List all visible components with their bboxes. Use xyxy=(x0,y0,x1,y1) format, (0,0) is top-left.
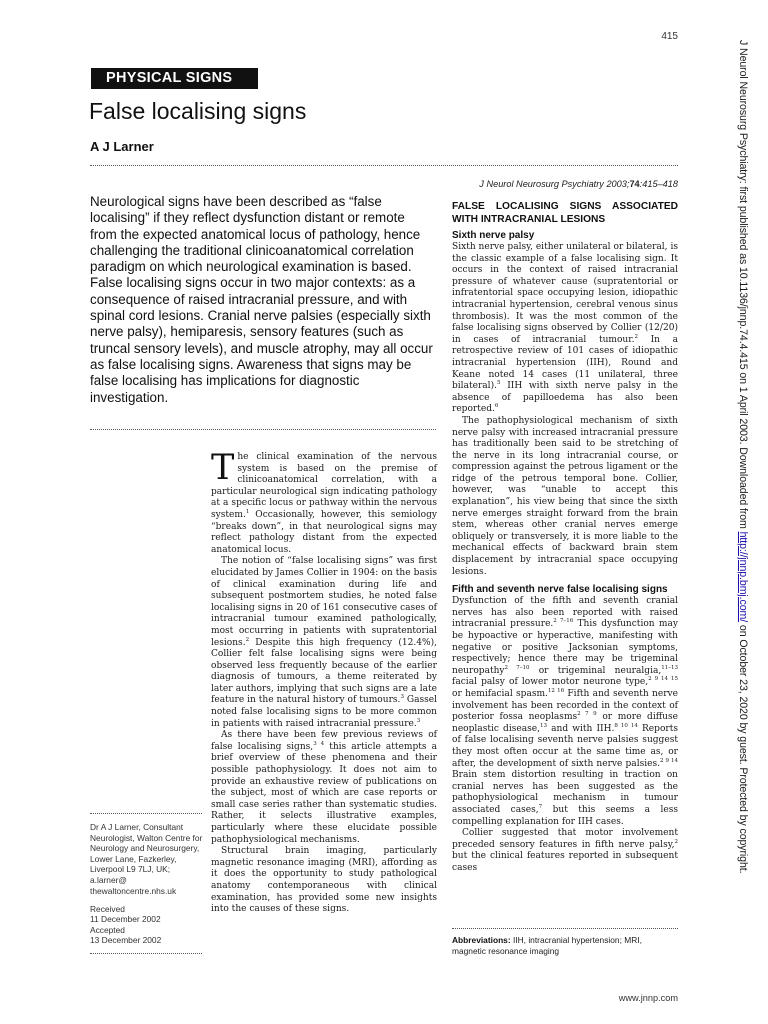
text-run: Occasionally, however, this semiology “breaks down”, in that neurological signs may reflect pathology distant from the expected anatomical locus. xyxy=(211,509,437,555)
reference: 8 10 14 xyxy=(614,722,638,729)
reference: 2 7 9 xyxy=(577,711,597,718)
reference: 2 xyxy=(245,636,250,643)
author-affiliation: Dr A J Larner, Consultant Neurologist, Walton Centre for Neurology and Neurosurgery, Lower Lane, Fazkerley, Liverpool L9 7LJ, UK; a.larner@ thewaltoncentre.nhs.uk xyxy=(90,822,203,896)
dropcap: T xyxy=(211,448,235,488)
side-banner-suffix: on October 23, 2020 by guest. Protected by copyright. xyxy=(737,622,749,874)
text-run: Despite this high frequency (12.4%), Collier felt false localising signs were being observed less frequently because of the earlier diagnosis of tumours, a theme reiterated by later authors, implying that such signs are a late feature in the natural history of tumours. xyxy=(211,637,437,706)
text-run: In a retrospective review of 101 cases of idiopathic intracranial hypertension (IIH), Round and Keane noted 14 cases (11 unilateral, three bilateral). xyxy=(452,334,678,392)
footer-url[interactable]: www.jnnp.com xyxy=(618,993,678,1003)
side-banner xyxy=(733,40,753,984)
affiliation-divider-top xyxy=(90,813,202,814)
header-divider xyxy=(90,165,678,166)
citation xyxy=(420,179,678,189)
text-run: The notion of “false localising signs” was first elucidated by James Collier in 1904: on the basis of clinical examination during life and subsequent postmortem studies, he noted false localising signs in 20 of 161 consecutive cases of intracranial tumour examined pathologically, most occurring in patients with supratentorial lesions. xyxy=(211,556,437,648)
page-number: 415 xyxy=(661,31,678,42)
citation-pages: :415–418 xyxy=(639,179,678,189)
text-run: or more diffuse neoplastic disease, xyxy=(452,712,678,734)
abstract-divider xyxy=(90,429,436,430)
reference: 2 xyxy=(634,333,638,340)
citation-volume: 74 xyxy=(629,179,640,189)
citation-journal: J Neurol Neurosurg Psychiatry xyxy=(479,179,604,189)
review-paragraph xyxy=(211,730,437,846)
text-run: but this seems a less compelling explanation for IIH cases. xyxy=(452,804,678,827)
abbreviations-label: Abbreviations: xyxy=(452,935,511,945)
accepted-label: Accepted xyxy=(90,924,125,935)
citation-year: 2003; xyxy=(603,179,630,189)
reference: 2 7–10 xyxy=(504,664,530,671)
abstract: Neurological signs have been described as “false localising” if they reflect dysfunction distant or remote from the expected anatomical locus of pathology, hence challenging the traditional clinicoanatomical correlation paradigm on which neurological examination is based. False localising signs occur in two major contexts: as a consequence of raised intracranial pressure, and with spinal cord lesions. Cranial nerve palsies (especially sixth nerve palsy), hemiparesis, sensory features (such as truncal sensory levels), and muscle atrophy, may all occur as false localising signs. Awareness that signs may be false localising has implications for diagnostic investigation. xyxy=(90,194,433,405)
text-run: Dysfunction of the fifth and seventh cranial nerves has also been reported with raised intracranial pressure. xyxy=(452,596,678,630)
text-run: facial palsy of lower motor neurone type, xyxy=(452,677,649,688)
reference: 13 xyxy=(540,722,548,729)
article-dates xyxy=(90,904,205,946)
reference: 2 9 14 15 xyxy=(648,676,679,683)
reference: 12 16 xyxy=(547,687,565,694)
text-run: but the clinical features reported in subsequent cases xyxy=(452,851,678,873)
side-banner-text xyxy=(733,40,753,984)
reference: 2 9 14 xyxy=(660,757,678,764)
text-run: he clinical examination of the nervous system is based on the premise of clinicoanatomical correlation, with a particular neurological sign indicating pathology at a specific locus or pathway within the nervous system. xyxy=(211,452,437,520)
reference: 7 xyxy=(538,803,543,810)
reference: 3 xyxy=(416,717,421,724)
jnnp-link[interactable]: http://jnnp.bmj.com/ xyxy=(737,531,749,623)
text-run: or hemifacial spasm. xyxy=(452,688,548,699)
text-run: Reports of false localising seventh nerve palsies suggest they most often occur at the same time as, or after, the development of sixth nerve palsies. xyxy=(452,723,678,769)
abbreviations-divider xyxy=(452,928,678,929)
sixth-nerve-paragraph-1 xyxy=(452,242,678,416)
reference: 2 7–16 xyxy=(553,618,574,625)
side-banner-prefix: J Neurol Neurosurg Psychiatry: first published as 10.1136/jnnp.74.4.415 on 1 April 2003. Downloaded from xyxy=(737,40,749,532)
abbreviations-text: IIH, intracranial hypertension; MRI, magnetic resonance imaging xyxy=(452,935,642,956)
text-run: Collier suggested that motor involvement preceded sensory features in fifth nerve palsy, xyxy=(452,828,678,850)
reference: 2 xyxy=(674,838,678,845)
fifth-seventh-paragraph-1 xyxy=(452,596,678,828)
dates-divider-bottom xyxy=(90,953,202,954)
text-run: or trigeminal neuralgia, xyxy=(529,665,662,676)
article-title: False localising signs xyxy=(89,98,307,124)
received-label: Received xyxy=(90,904,125,914)
reference: 1 xyxy=(245,508,250,515)
text-run: Sixth nerve palsy, either unilateral or bilateral, is the classic example of a false localising sign. It occurs in the context of raised intracranial pressure of whatever cause (supratentorial or infratentorial space occupying lesion, idiopathic intracranial hypertension, cerebral venous sinus thrombosis). It was the most common of the false localising signs observed by Collier (12/20) in cases of intracranial tumour. xyxy=(452,242,678,345)
reference: 3 4 xyxy=(313,740,325,747)
collier-paragraph xyxy=(211,556,437,730)
reference: 5 xyxy=(496,380,501,387)
body-column-middle xyxy=(211,448,438,916)
text-run: Gassel noted false localising signs to be more common in patients with raised intracranial pressure. xyxy=(211,695,438,729)
accepted-date: 13 December 2002 xyxy=(90,935,162,946)
subheading-sixth-nerve: Sixth nerve palsy xyxy=(452,230,535,241)
fifth-seventh-paragraph-2 xyxy=(452,828,678,874)
text-run: and with IIH. xyxy=(547,723,615,734)
sixth-nerve-paragraph-2: The pathophysiological mechanism of sixth nerve palsy with increased intracranial pressure has traditionally been said to be stretching of the nerve in its long intracranial course, or compression against the petrous ligament or the ridge of the petrous temporal bone. Collier, however, was “unable to accept this explanation”, his view being that since the sixth nerve emerges straight forward from the brain stem, whereas other cranial nerves emerge obliquely or transversely, it is more liable to the mechanical effects of backward brain stem displacement by intracranial space occupying lesions. xyxy=(452,415,678,577)
reference: 3 xyxy=(400,694,404,701)
section-tag: PHYSICAL SIGNS xyxy=(91,68,258,89)
text-run: This dysfunction may be hypoactive or hyperactive, manifesting with negative or positive Jacksonian symptoms, respectively; hence there may be trigeminal neuropathy xyxy=(452,619,678,676)
text-run: this article attempts a brief overview of these phenomena and their possible pathophysiology. It does not aim to provide an exhaustive review of publications on the subject, most of which are case reports or small case series rather than systematic studies. Rather, it selects illustrative examples, particularly where these elucidate possible pathophysiological mechanisms. xyxy=(211,741,437,845)
received-date: 11 December 2002 xyxy=(90,914,161,925)
subheading-fifth-seventh: Fifth and seventh nerve false localising signs xyxy=(452,584,668,596)
body-column-right xyxy=(452,201,678,874)
intro-paragraph xyxy=(211,448,437,556)
text-run: Brain stem distortion resulting in traction on cranial nerves has been suggested as the pathophysiological mechanism in tumour associated cases, xyxy=(452,770,678,815)
section-heading: FALSE LOCALISING SIGNS ASSOCIATED WITH INTRACRANIAL LESIONS xyxy=(452,201,678,225)
author: A J Larner xyxy=(90,139,154,154)
text-run: IIH with sixth nerve palsy in the absence of papilloedema has also been reported. xyxy=(452,381,678,415)
reference: 11–13 xyxy=(661,664,678,671)
abbreviations-box xyxy=(452,935,678,956)
imaging-paragraph: Structural brain imaging, particularly magnetic resonance imaging (MRI), affording as it does the opportunity to study pathological anatomy contemporaneous with clinical examination, has provided some new insights into the causes of these signs. xyxy=(211,846,437,915)
text-run: As there have been few previous reviews of false localising signs, xyxy=(211,730,437,752)
reference: 6 xyxy=(494,403,499,410)
text-run: Fifth and seventh nerve involvement has been recorded in the context of posterior fossa neoplasms xyxy=(452,688,679,723)
